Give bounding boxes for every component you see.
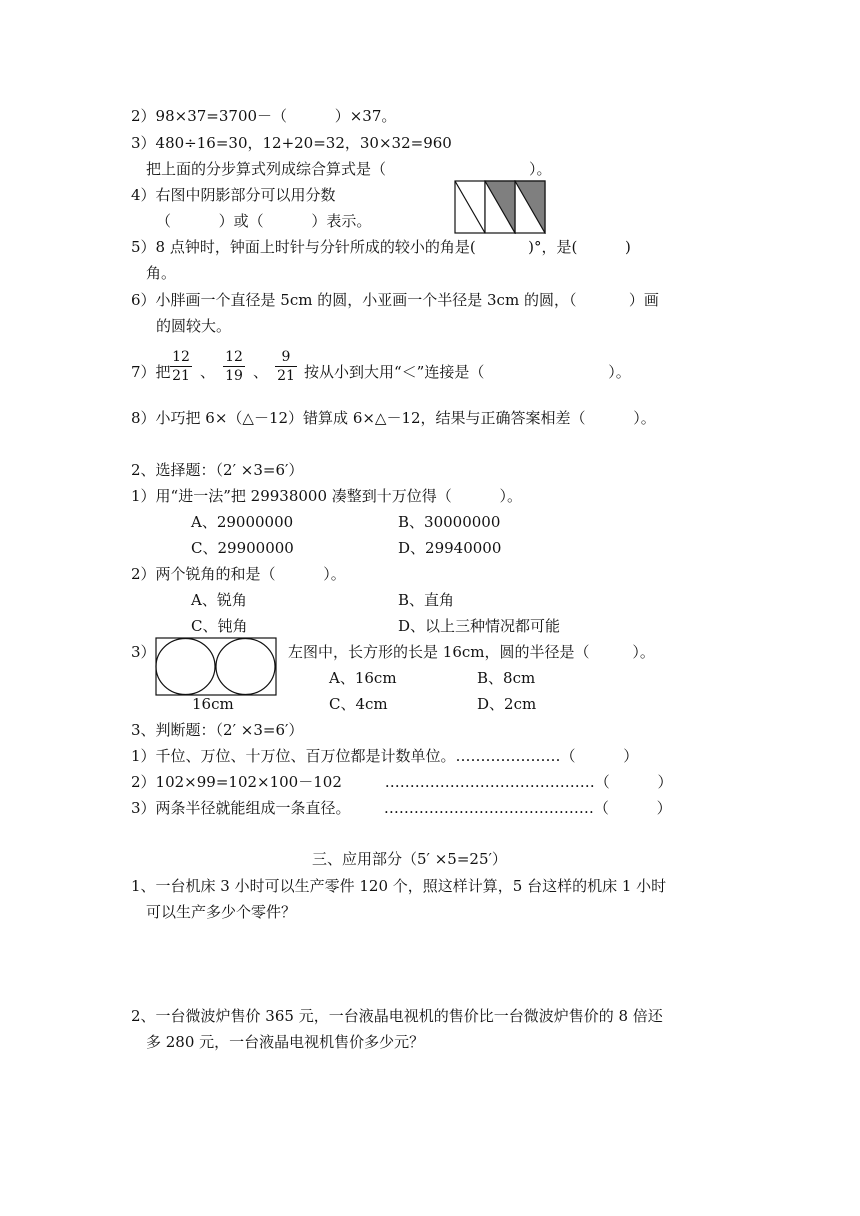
choice-q2-option-d: D、以上三种情况都可能: [398, 617, 561, 635]
choice-q3-option-d: D、2cm: [477, 695, 537, 713]
fill-q7-separator: 、: [200, 363, 216, 381]
fill-q2: 2）98×37=3700－（ ）×37。: [131, 107, 397, 125]
fraction-12-21: [170, 348, 192, 385]
choice-q1: 1）用“进一法”把 29938000 凑整到十万位得（ ）。: [131, 487, 522, 505]
application-q2-line1: 2、一台微波炉售价 365 元，一台液晶电视机的售价比一台微波炉售价的 8 倍还: [131, 1007, 663, 1025]
choice-heading: 2、选择题：（2′ ×3=6′）: [131, 461, 304, 479]
choice-q3-number: 3）: [131, 643, 156, 661]
rectangle-circles-figure: [154, 636, 278, 698]
fraction-denominator: 21: [172, 368, 190, 384]
fill-q3-line2: 把上面的分步算式列成综合算式是（ ）。: [146, 160, 552, 178]
fraction-numerator: 12: [223, 348, 245, 367]
fill-q7-prefix: 7）把: [131, 363, 171, 381]
fraction-12-19: [223, 348, 245, 385]
shaded-fraction-figure: [454, 180, 548, 234]
choice-q1-option-b: B、30000000: [398, 513, 501, 531]
choice-q2: 2）两个锐角的和是（ ）。: [131, 565, 346, 583]
fraction-denominator: 21: [277, 368, 295, 384]
fill-q5-line1: 5）8 点钟时，钟面上时针与分针所成的较小的角是( )°，是( ): [131, 238, 631, 256]
fill-q4-line2: （ ）或（ ）表示。: [156, 212, 372, 230]
choice-q3-option-b: B、8cm: [477, 669, 536, 687]
choice-q2-option-b: B、直角: [398, 591, 455, 609]
fraction-numerator: 12: [170, 348, 192, 367]
choice-q1-option-c: C、29900000: [191, 539, 294, 557]
application-q1-line1: 1、一台机床 3 小时可以生产零件 120 个，照这样计算，5 台这样的机床 1 小时: [131, 877, 667, 895]
application-q2-line2: 多 280 元，一台液晶电视机售价多少元？: [146, 1033, 425, 1051]
fill-q5-line2: 角。: [146, 264, 177, 282]
choice-q2-option-a: A、锐角: [191, 591, 247, 609]
fraction-numerator: 9: [275, 348, 297, 367]
fraction-9-21: [275, 348, 297, 385]
choice-q1-option-d: D、29940000: [398, 539, 502, 557]
fill-q8: 8）小巧把 6×（△－12）错算成 6×△－12，结果与正确答案相差（ ）。: [131, 409, 656, 427]
choice-q3: 左图中，长方形的长是 16cm，圆的半径是（ ）。: [288, 643, 655, 661]
choice-q1-option-a: A、29000000: [191, 513, 294, 531]
judge-heading: 3、判断题：（2′ ×3=6′）: [131, 721, 304, 739]
judge-q3: 3）两条半径就能组成一条直径。 ……………………………………（ ）: [131, 799, 672, 817]
choice-q2-option-c: C、钝角: [191, 617, 248, 635]
fill-q7-separator: 、: [253, 363, 269, 381]
figure-length-label: 16cm: [192, 695, 234, 713]
judge-q2: 2）102×99=102×100－102 ……………………………………（ ）: [131, 773, 673, 791]
choice-q3-option-a: A、16cm: [329, 669, 397, 687]
application-q1-line2: 可以生产多少个零件？: [146, 903, 297, 921]
fill-q6-line1: 6）小胖画一个直径是 5cm 的圆，小亚画一个半径是 3cm 的圆，（ ）画: [131, 291, 659, 309]
judge-q1: 1）千位、万位、十万位、百万位都是计数单位。…………………（ ）: [131, 747, 639, 765]
choice-q3-option-c: C、4cm: [329, 695, 388, 713]
fill-q4-line1: 4）右图中阴影部分可以用分数: [131, 186, 336, 204]
fill-q7-suffix: 按从小到大用“＜”连接是（ ）。: [304, 363, 631, 381]
application-heading: 三、应用部分（5′ ×5=25′）: [312, 850, 507, 868]
fraction-denominator: 19: [225, 368, 243, 384]
fill-q6-line2: 的圆较大。: [156, 317, 232, 335]
fill-q3-line1: 3）480÷16=30，12+20=32，30×32=960: [131, 134, 452, 152]
